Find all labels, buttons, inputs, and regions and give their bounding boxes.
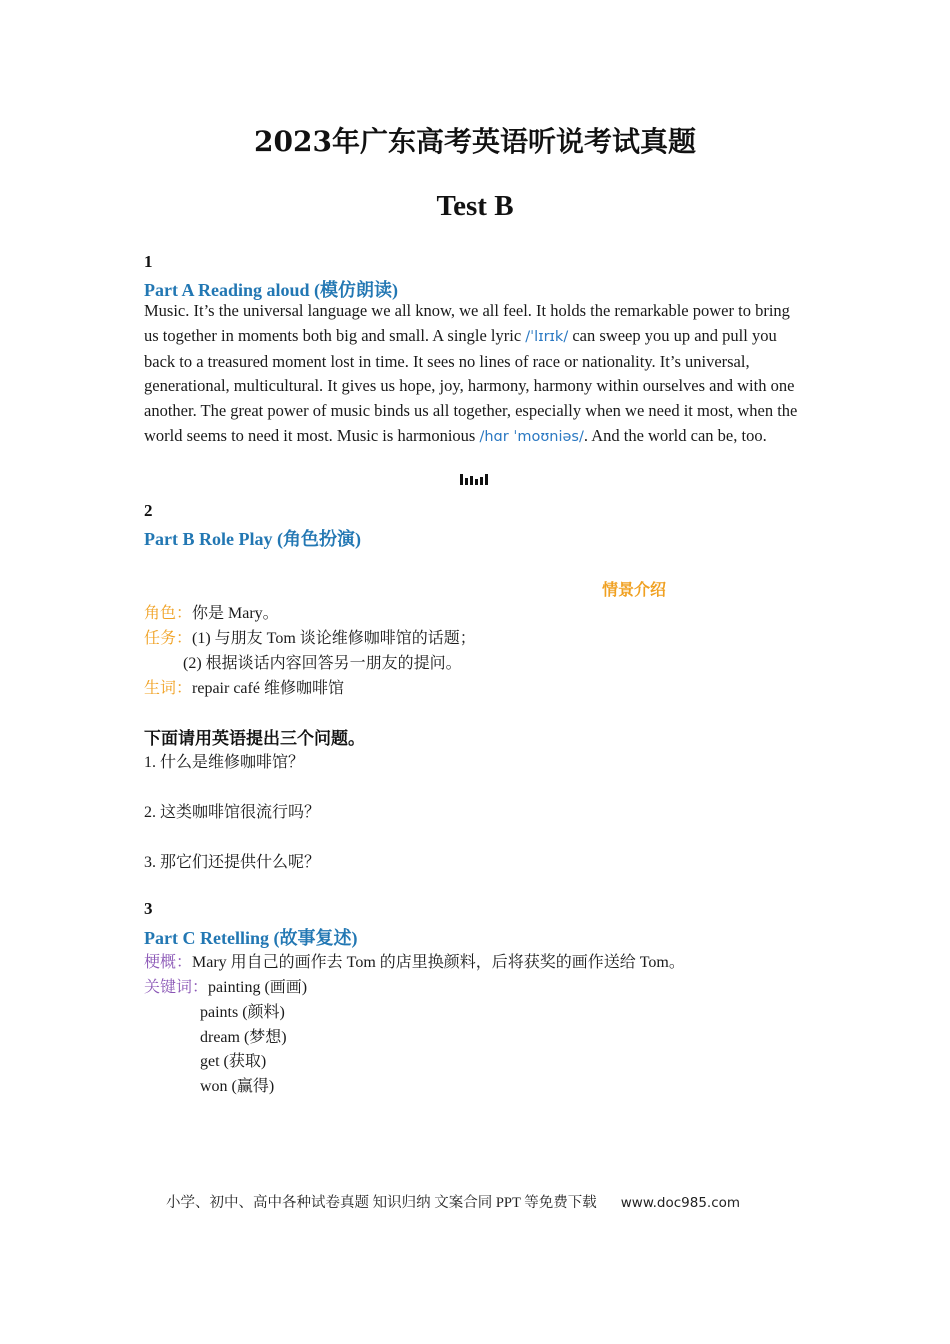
vocab-line bbox=[144, 675, 344, 698]
keyword-item: painting (画画) bbox=[208, 979, 308, 996]
footer-text: 小学、初中、高中各种试卷真题 知识归纳 文案合同 PPT 等免费下载 bbox=[166, 1195, 597, 1211]
vocab-label: 生词： bbox=[144, 680, 193, 697]
task-line-1 bbox=[144, 625, 476, 648]
keyword-item: won (赢得) bbox=[200, 1078, 275, 1095]
task-2: (2) 根据谈话内容回答另一朋友的提问。 bbox=[183, 655, 462, 672]
section-2-heading: Part B Role Play (角色扮演) bbox=[144, 529, 361, 549]
role-label: 角色： bbox=[144, 605, 193, 622]
page-title: 2023年广东高考英语听说考试真题 bbox=[254, 125, 696, 158]
audio-waveform-icon[interactable] bbox=[460, 473, 490, 486]
footer-url[interactable]: www.doc985.com bbox=[620, 1195, 741, 1211]
task-1: (1) 与朋友 Tom 谈论维修咖啡馆的话题； bbox=[192, 630, 476, 647]
questions-heading: 下面请用英语提出三个问题。 bbox=[144, 729, 365, 748]
page-subtitle: Test B bbox=[436, 190, 514, 222]
role-line bbox=[144, 600, 279, 623]
section-1-number: 1 bbox=[144, 252, 153, 271]
summary-text: Mary 用自己的画作去 Tom 的店里换颜料，后将获奖的画作送给 Tom。 bbox=[192, 954, 685, 971]
question-item: 2. 这类咖啡馆很流行吗？ bbox=[144, 804, 321, 821]
keyword-item: paints (颜料) bbox=[200, 1004, 285, 1021]
phonetic-harmonious: /hɑr ˈmoʊniəs/ bbox=[479, 428, 584, 445]
section-3-number: 3 bbox=[144, 899, 153, 918]
scene-label: 情景介绍 bbox=[602, 582, 667, 599]
vocab-text: repair café 维修咖啡馆 bbox=[192, 680, 344, 697]
task-label: 任务： bbox=[144, 630, 193, 647]
section-3-heading: Part C Retelling (故事复述) bbox=[144, 928, 358, 948]
question-item: 3. 那它们还提供什么呢？ bbox=[144, 854, 321, 871]
passage-text-c: . And the world can be, too. bbox=[583, 425, 767, 445]
section-1-heading: Part A Reading aloud (模仿朗读) bbox=[144, 280, 399, 300]
role-text: 你是 Mary。 bbox=[192, 605, 279, 622]
keyword-item: get (获取) bbox=[200, 1053, 267, 1070]
keywords-line bbox=[144, 974, 307, 997]
summary-label: 梗概： bbox=[144, 954, 193, 971]
keyword-item: dream (梦想) bbox=[200, 1029, 287, 1046]
keywords-label: 关键词： bbox=[144, 979, 209, 996]
passage-text-b: can sweep you up and pull you back to a treasured moment lost in time. It sees no lines of race or nationality. It’s universal, generational, multicultural. It gives us hope, joy, harmony, harmony within ourselves and with one another. The great power of music binds us all together, especially when we need it most, when the world seems to need it most. Music is harmonious bbox=[144, 325, 798, 445]
summary-line bbox=[144, 949, 685, 972]
question-item: 1. 什么是维修咖啡馆？ bbox=[144, 754, 305, 771]
footer bbox=[166, 1191, 740, 1212]
reading-passage bbox=[144, 299, 804, 450]
passage-text-a: Music. It’s the universal language we all know, we all feel. It holds the remarkable power to bring us together in moments both big and small. A single lyric bbox=[144, 301, 790, 345]
phonetic-lyric: /ˈlɪrɪk/ bbox=[525, 328, 569, 345]
section-2-number: 2 bbox=[144, 501, 153, 520]
